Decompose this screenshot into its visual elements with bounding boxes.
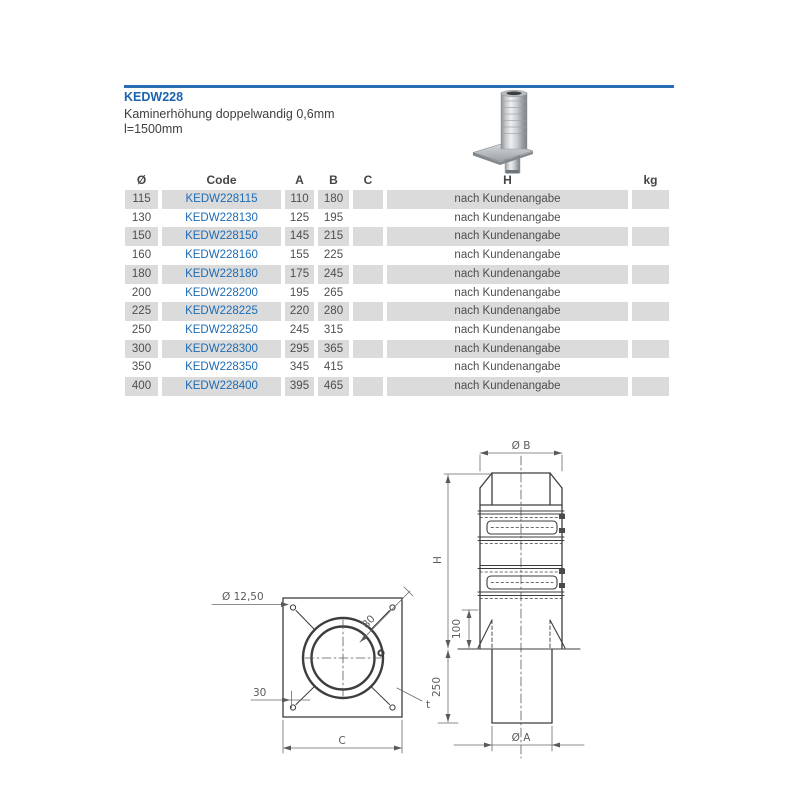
product-code-link[interactable]: KEDW228300 [185, 342, 258, 355]
cell-a: 220 [285, 302, 314, 321]
cell-kg [632, 227, 669, 246]
outer-cylinder [501, 90, 527, 149]
table-row [125, 321, 669, 340]
cell-diameter: 130 [131, 211, 152, 224]
header-kg: kg [643, 173, 658, 187]
cell-c [353, 321, 383, 340]
clamp-band-lower [478, 569, 565, 599]
technical-drawing-side-view [431, 440, 584, 758]
table-row [125, 265, 669, 284]
cell-b: 465 [318, 377, 349, 396]
header-b: B [329, 173, 338, 187]
cell-kg [632, 321, 669, 340]
clamp-bolt [559, 569, 565, 574]
cell-code [162, 190, 281, 209]
cell-kg [632, 284, 669, 303]
cell-diameter: 180 [125, 265, 158, 284]
cell-h: nach Kundenangabe [454, 211, 561, 224]
cell-a: 345 [289, 361, 310, 374]
cell-c [353, 358, 383, 377]
cell-h: nach Kundenangabe [454, 286, 561, 299]
cell-diameter: 150 [125, 227, 158, 246]
inset-dimension [451, 610, 478, 648]
cell-c [353, 227, 383, 246]
cell-diameter: 115 [125, 190, 158, 209]
cell-kg [632, 302, 669, 321]
inset-label: 100 [451, 618, 463, 640]
cell-code [162, 209, 281, 228]
product-code-link[interactable]: KEDW228200 [185, 286, 258, 299]
cell-a: 195 [289, 286, 310, 299]
cell-b: 195 [323, 211, 344, 224]
cell-h: nach Kundenangabe [454, 249, 561, 262]
header-a: A [295, 173, 304, 187]
bolt-angle-label: 80 [359, 612, 378, 631]
table-row [125, 246, 669, 265]
cell-b: 280 [318, 302, 349, 321]
height-label: H [432, 556, 444, 564]
cell-diameter: 350 [131, 361, 152, 374]
product-table [125, 172, 669, 396]
header-diameter: Ø [136, 173, 147, 187]
edge-offset-dimension [251, 687, 310, 708]
cell-c [353, 265, 383, 284]
cell-kg [632, 209, 669, 228]
cell-c [353, 284, 383, 303]
plate-width-dimension [283, 720, 402, 753]
cell-kg [632, 190, 669, 209]
cell-a: 155 [289, 249, 310, 262]
cell-code [162, 284, 281, 303]
cell-code [162, 265, 281, 284]
outer-diameter-label: Ø B [511, 440, 531, 452]
product-code-link[interactable]: KEDW228250 [185, 324, 258, 337]
cell-c [353, 377, 383, 396]
cell-b: 215 [318, 227, 349, 246]
spigot-length-dimension [431, 650, 458, 723]
cell-h: nach Kundenangabe [387, 302, 628, 321]
product-description [124, 107, 335, 137]
table-row [125, 190, 669, 209]
cell-a: 295 [285, 340, 314, 359]
table-row [125, 284, 669, 303]
clamp-bolt [559, 583, 565, 588]
clamp-bolt [559, 514, 565, 519]
table-row [125, 377, 669, 396]
table-row [125, 358, 669, 377]
table-row [125, 340, 669, 359]
cell-a: 110 [285, 190, 314, 209]
hole-diameter-label: Ø 12,50 [222, 591, 264, 603]
product-code-link[interactable]: KEDW228350 [185, 361, 258, 374]
cell-h: nach Kundenangabe [387, 377, 628, 396]
cell-code [162, 321, 281, 340]
header-h: H [503, 173, 512, 187]
cell-diameter: 250 [131, 324, 152, 337]
cell-b: 245 [318, 265, 349, 284]
cell-code [162, 358, 281, 377]
cell-b: 315 [323, 324, 344, 337]
cell-b: 415 [323, 361, 344, 374]
header-code: Code [206, 173, 237, 187]
cell-h: nach Kundenangabe [387, 227, 628, 246]
cell-b: 225 [323, 249, 344, 262]
cell-kg [632, 265, 669, 284]
product-photo [468, 88, 540, 178]
cell-diameter: 200 [131, 286, 152, 299]
cell-c [353, 246, 383, 265]
cell-h: nach Kundenangabe [454, 361, 561, 374]
cell-diameter: 300 [125, 340, 158, 359]
product-description-line2: l=1500mm [124, 122, 183, 136]
cell-b: 180 [318, 190, 349, 209]
inner-diameter-dimension [454, 726, 584, 751]
cell-b: 265 [323, 286, 344, 299]
cell-code [162, 302, 281, 321]
cell-h: nach Kundenangabe [387, 190, 628, 209]
cell-a: 395 [285, 377, 314, 396]
cylinder-top-opening [507, 92, 522, 96]
product-code-link[interactable]: KEDW228180 [185, 267, 258, 280]
cell-code [162, 227, 281, 246]
technical-drawings [210, 430, 630, 780]
clamp-band-upper [478, 511, 565, 544]
header-c: C [363, 173, 373, 187]
storm-collar-braces [478, 620, 565, 648]
product-code-link[interactable]: KEDW228225 [185, 305, 258, 318]
table-row [125, 302, 669, 321]
cell-code [162, 377, 281, 396]
cell-c [353, 190, 383, 209]
product-description-line1: Kaminerhöhung doppelwandig 0,6mm [124, 107, 335, 121]
page-title[interactable]: KEDW228 [124, 90, 184, 104]
cell-a: 125 [289, 211, 310, 224]
cell-kg [632, 340, 669, 359]
technical-drawing-flange-view [212, 587, 430, 753]
table-row [125, 227, 669, 246]
center-lines [305, 620, 381, 696]
table-body [125, 190, 669, 396]
product-code-link[interactable]: KEDW228130 [185, 211, 258, 224]
cell-c [353, 340, 383, 359]
table-header-row [125, 172, 669, 190]
cell-diameter: 160 [131, 249, 152, 262]
cell-h: nach Kundenangabe [387, 340, 628, 359]
bolt-angle-dimension [360, 587, 413, 642]
product-code-link[interactable]: KEDW228400 [185, 380, 258, 393]
cell-code [162, 340, 281, 359]
cell-diameter: 225 [125, 302, 158, 321]
table-row [125, 209, 669, 228]
product-code-link[interactable]: KEDW228150 [185, 230, 258, 243]
product-code-link[interactable]: KEDW228115 [185, 193, 258, 205]
spigot-outline [492, 649, 552, 723]
inner-diameter-label: Ø A [511, 732, 531, 744]
outer-diameter-dimension [480, 440, 562, 471]
cell-c [353, 209, 383, 228]
thickness-label: t [426, 699, 431, 711]
plate-width-label: C [338, 735, 346, 747]
chimney-extension-photo [468, 88, 540, 178]
cell-a: 245 [289, 324, 310, 337]
cell-kg [632, 358, 669, 377]
clamp-bolt [559, 528, 565, 533]
cell-h: nach Kundenangabe [387, 265, 628, 284]
cell-kg [632, 246, 669, 265]
cell-h: nach Kundenangabe [454, 324, 561, 337]
cell-code [162, 246, 281, 265]
cell-a: 145 [285, 227, 314, 246]
cell-c [353, 302, 383, 321]
hole-diameter-dimension [212, 591, 289, 607]
cell-b: 365 [318, 340, 349, 359]
product-code-link[interactable]: KEDW228160 [185, 249, 258, 262]
cell-kg [632, 377, 669, 396]
section-divider [124, 85, 674, 88]
cell-diameter: 400 [125, 377, 158, 396]
spigot-label: 250 [431, 676, 443, 698]
cell-a: 175 [285, 265, 314, 284]
edge-offset-label: 30 [253, 687, 267, 699]
